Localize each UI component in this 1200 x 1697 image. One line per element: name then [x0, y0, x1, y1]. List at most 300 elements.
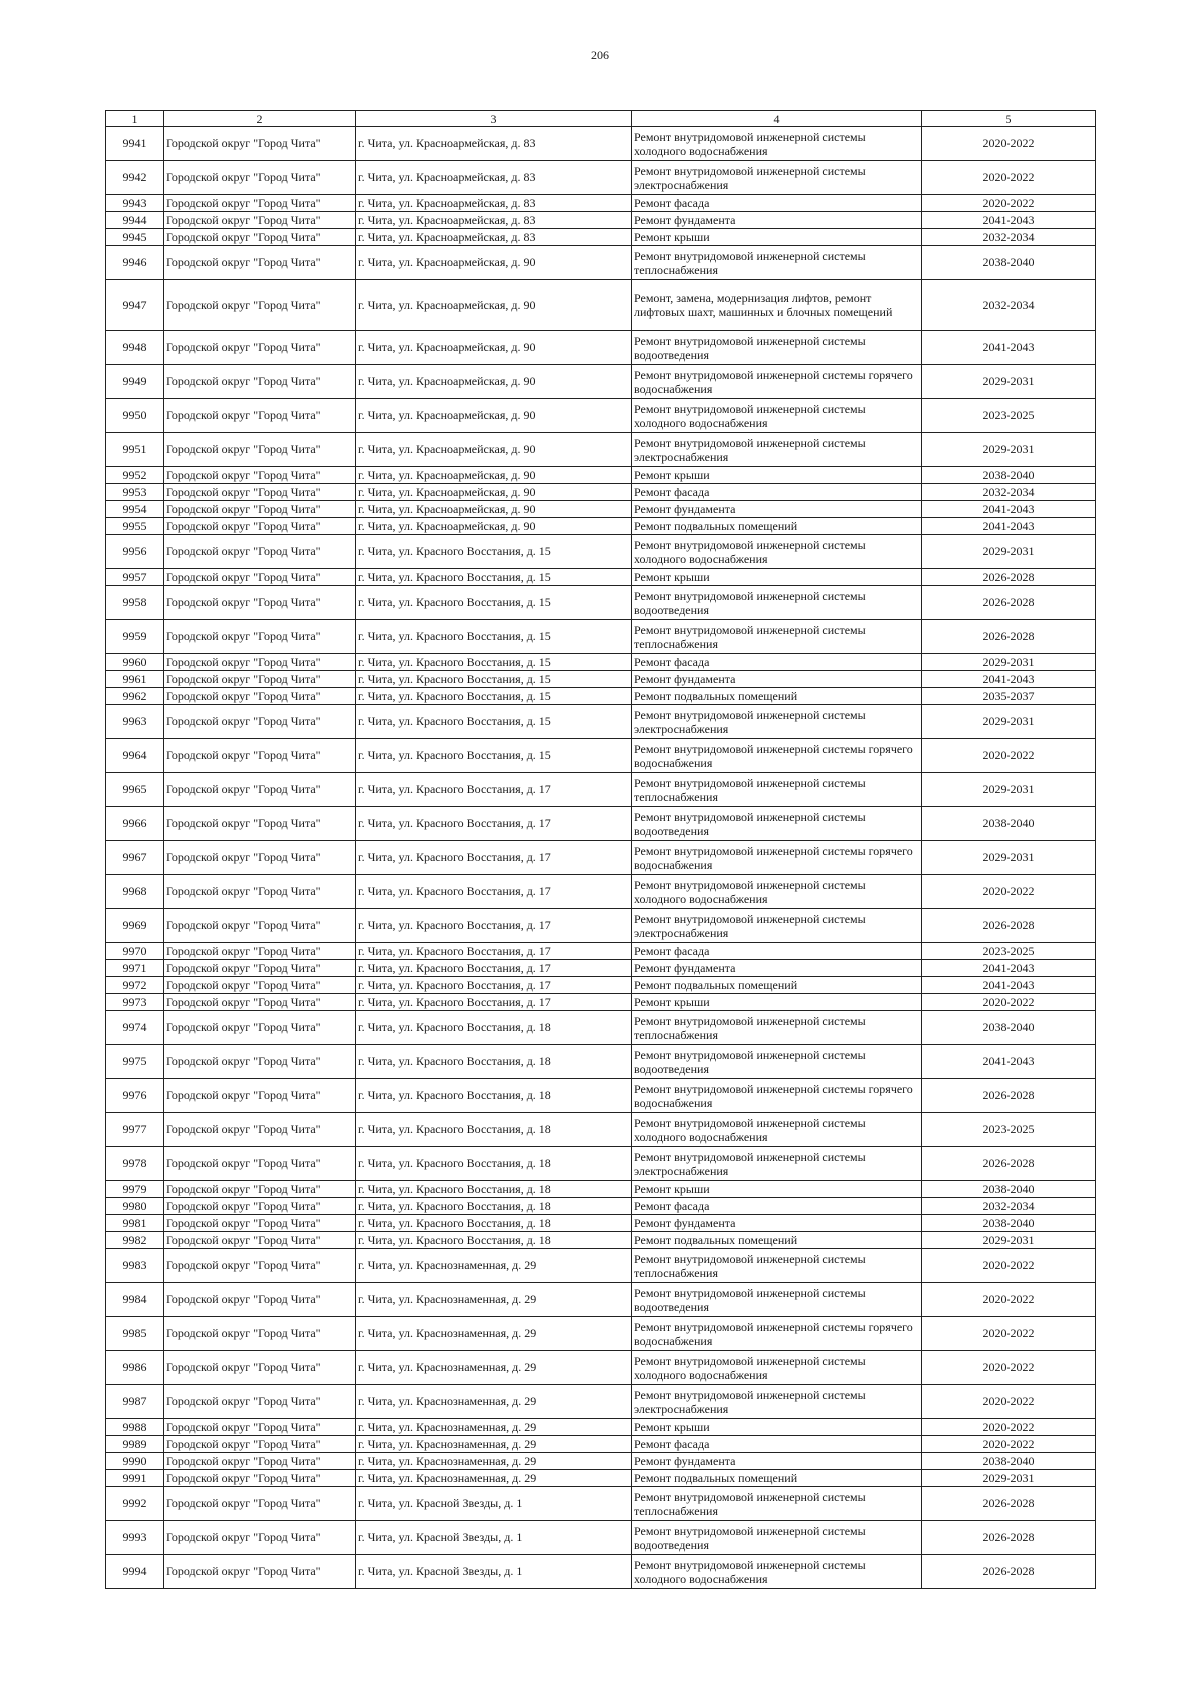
- row-number-cell: 9981: [106, 1215, 164, 1232]
- table-row: [106, 195, 1096, 212]
- row-number-cell: 9978: [106, 1147, 164, 1181]
- table-row: [106, 1011, 1096, 1045]
- municipality-cell: Городской округ "Город Чита": [164, 331, 356, 365]
- municipality-cell: Городской округ "Город Чита": [164, 127, 356, 161]
- table-row: [106, 671, 1096, 688]
- period-cell: 2038-2040: [922, 1011, 1096, 1045]
- period-cell: 2020-2022: [922, 1317, 1096, 1351]
- address-cell: г. Чита, ул. Красного Восстания, д. 15: [356, 688, 632, 705]
- table-row: [106, 280, 1096, 331]
- municipality-cell: Городской округ "Город Чита": [164, 909, 356, 943]
- municipality-cell: Городской округ "Город Чита": [164, 1470, 356, 1487]
- table-row: [106, 1351, 1096, 1385]
- row-number-cell: 9957: [106, 569, 164, 586]
- address-cell: г. Чита, ул. Красноармейская, д. 90: [356, 518, 632, 535]
- address-cell: г. Чита, ул. Краснознаменная, д. 29: [356, 1453, 632, 1470]
- municipality-cell: Городской округ "Город Чита": [164, 1079, 356, 1113]
- period-cell: 2029-2031: [922, 433, 1096, 467]
- period-cell: 2026-2028: [922, 569, 1096, 586]
- municipality-cell: Городской округ "Город Чита": [164, 1487, 356, 1521]
- period-cell: 2038-2040: [922, 246, 1096, 280]
- municipality-cell: Городской округ "Город Чита": [164, 1283, 356, 1317]
- table-row: [106, 1198, 1096, 1215]
- address-cell: г. Чита, ул. Красноармейская, д. 83: [356, 161, 632, 195]
- period-cell: 2026-2028: [922, 1147, 1096, 1181]
- address-cell: г. Чита, ул. Красного Восстания, д. 17: [356, 807, 632, 841]
- address-cell: г. Чита, ул. Красной Звезды, д. 1: [356, 1521, 632, 1555]
- work-type-cell: Ремонт внутридомовой инженерной системы водоотведения: [632, 1283, 922, 1317]
- row-number-cell: 9987: [106, 1385, 164, 1419]
- table-row: [106, 246, 1096, 280]
- row-number-cell: 9951: [106, 433, 164, 467]
- row-number-cell: 9974: [106, 1011, 164, 1045]
- page-number: 206: [591, 48, 609, 62]
- work-type-cell: Ремонт внутридомовой инженерной системы теплоснабжения: [632, 1011, 922, 1045]
- period-cell: 2041-2043: [922, 671, 1096, 688]
- municipality-cell: Городской округ "Город Чита": [164, 365, 356, 399]
- municipality-cell: Городской округ "Город Чита": [164, 535, 356, 569]
- period-cell: 2026-2028: [922, 1555, 1096, 1589]
- address-cell: г. Чита, ул. Красноармейская, д. 83: [356, 212, 632, 229]
- work-type-cell: Ремонт крыши: [632, 1419, 922, 1436]
- row-number-cell: 9948: [106, 331, 164, 365]
- municipality-cell: Городской округ "Город Чита": [164, 1555, 356, 1589]
- table-row: [106, 1249, 1096, 1283]
- address-cell: г. Чита, ул. Красного Восстания, д. 15: [356, 569, 632, 586]
- address-cell: г. Чита, ул. Красной Звезды, д. 1: [356, 1555, 632, 1589]
- period-cell: 2032-2034: [922, 229, 1096, 246]
- row-number-cell: 9988: [106, 1419, 164, 1436]
- work-type-cell: Ремонт подвальных помещений: [632, 1232, 922, 1249]
- period-cell: 2038-2040: [922, 1453, 1096, 1470]
- work-type-cell: Ремонт внутридомовой инженерной системы электроснабжения: [632, 705, 922, 739]
- municipality-cell: Городской округ "Город Чита": [164, 161, 356, 195]
- row-number-cell: 9955: [106, 518, 164, 535]
- period-cell: 2038-2040: [922, 467, 1096, 484]
- municipality-cell: Городской округ "Город Чита": [164, 960, 356, 977]
- row-number-cell: 9958: [106, 586, 164, 620]
- row-number-cell: 9968: [106, 875, 164, 909]
- work-type-cell: Ремонт подвальных помещений: [632, 977, 922, 994]
- work-type-cell: Ремонт внутридомовой инженерной системы электроснабжения: [632, 1147, 922, 1181]
- work-type-cell: Ремонт внутридомовой инженерной системы горячего водоснабжения: [632, 365, 922, 399]
- table-row: [106, 161, 1096, 195]
- municipality-cell: Городской округ "Город Чита": [164, 501, 356, 518]
- address-cell: г. Чита, ул. Красного Восстания, д. 17: [356, 960, 632, 977]
- municipality-cell: Городской округ "Город Чита": [164, 1453, 356, 1470]
- row-number-cell: 9963: [106, 705, 164, 739]
- address-cell: г. Чита, ул. Красного Восстания, д. 18: [356, 1198, 632, 1215]
- table-row: [106, 773, 1096, 807]
- address-cell: г. Чита, ул. Красного Восстания, д. 17: [356, 977, 632, 994]
- work-type-cell: Ремонт внутридомовой инженерной системы горячего водоснабжения: [632, 1079, 922, 1113]
- municipality-cell: Городской округ "Город Чита": [164, 1249, 356, 1283]
- work-type-cell: Ремонт внутридомовой инженерной системы электроснабжения: [632, 1385, 922, 1419]
- period-cell: 2029-2031: [922, 705, 1096, 739]
- work-type-cell: Ремонт внутридомовой инженерной системы водоотведения: [632, 1045, 922, 1079]
- row-number-cell: 9984: [106, 1283, 164, 1317]
- table-row: [106, 807, 1096, 841]
- row-number-cell: 9983: [106, 1249, 164, 1283]
- row-number-cell: 9989: [106, 1436, 164, 1453]
- table-row: [106, 1385, 1096, 1419]
- period-cell: 2041-2043: [922, 212, 1096, 229]
- period-cell: 2032-2034: [922, 1198, 1096, 1215]
- row-number-cell: 9966: [106, 807, 164, 841]
- row-number-cell: 9962: [106, 688, 164, 705]
- period-cell: 2038-2040: [922, 1181, 1096, 1198]
- work-type-cell: Ремонт внутридомовой инженерной системы электроснабжения: [632, 161, 922, 195]
- period-cell: 2026-2028: [922, 620, 1096, 654]
- work-type-cell: Ремонт внутридомовой инженерной системы холодного водоснабжения: [632, 1555, 922, 1589]
- table-row: [106, 1147, 1096, 1181]
- table-row: [106, 841, 1096, 875]
- work-type-cell: Ремонт внутридомовой инженерной системы теплоснабжения: [632, 246, 922, 280]
- municipality-cell: Городской округ "Город Чита": [164, 467, 356, 484]
- address-cell: г. Чита, ул. Краснознаменная, д. 29: [356, 1470, 632, 1487]
- work-type-cell: Ремонт фасада: [632, 1198, 922, 1215]
- municipality-cell: Городской округ "Город Чита": [164, 246, 356, 280]
- period-cell: 2020-2022: [922, 1351, 1096, 1385]
- municipality-cell: Городской округ "Город Чита": [164, 195, 356, 212]
- municipality-cell: Городской округ "Город Чита": [164, 841, 356, 875]
- table-row: [106, 943, 1096, 960]
- municipality-cell: Городской округ "Город Чита": [164, 484, 356, 501]
- period-cell: 2032-2034: [922, 280, 1096, 331]
- table-row: [106, 1555, 1096, 1589]
- period-cell: 2023-2025: [922, 943, 1096, 960]
- period-cell: 2038-2040: [922, 807, 1096, 841]
- work-type-cell: Ремонт внутридомовой инженерной системы водоотведения: [632, 586, 922, 620]
- municipality-cell: Городской округ "Город Чита": [164, 1351, 356, 1385]
- period-cell: 2020-2022: [922, 739, 1096, 773]
- row-number-cell: 9959: [106, 620, 164, 654]
- municipality-cell: Городской округ "Город Чита": [164, 280, 356, 331]
- period-cell: 2026-2028: [922, 586, 1096, 620]
- municipality-cell: Городской округ "Город Чита": [164, 1147, 356, 1181]
- table-row: [106, 229, 1096, 246]
- row-number-cell: 9994: [106, 1555, 164, 1589]
- municipality-cell: Городской округ "Город Чита": [164, 1113, 356, 1147]
- municipality-cell: Городской округ "Город Чита": [164, 620, 356, 654]
- address-cell: г. Чита, ул. Красного Восстания, д. 18: [356, 1113, 632, 1147]
- municipality-cell: Городской округ "Город Чита": [164, 1232, 356, 1249]
- municipality-cell: Городской округ "Город Чита": [164, 943, 356, 960]
- table-row: [106, 501, 1096, 518]
- row-number-cell: 9976: [106, 1079, 164, 1113]
- table-row: [106, 467, 1096, 484]
- work-type-cell: Ремонт фасада: [632, 654, 922, 671]
- work-type-cell: Ремонт фасада: [632, 1436, 922, 1453]
- row-number-cell: 9980: [106, 1198, 164, 1215]
- work-type-cell: Ремонт фасада: [632, 484, 922, 501]
- address-cell: г. Чита, ул. Краснознаменная, д. 29: [356, 1351, 632, 1385]
- work-type-cell: Ремонт внутридомовой инженерной системы горячего водоснабжения: [632, 841, 922, 875]
- municipality-cell: Городской округ "Город Чита": [164, 1436, 356, 1453]
- period-cell: 2020-2022: [922, 161, 1096, 195]
- table-row: [106, 433, 1096, 467]
- table-row: [106, 1113, 1096, 1147]
- work-type-cell: Ремонт внутридомовой инженерной системы теплоснабжения: [632, 1487, 922, 1521]
- municipality-cell: Городской округ "Город Чита": [164, 229, 356, 246]
- table-row: [106, 688, 1096, 705]
- address-cell: г. Чита, ул. Красного Восстания, д. 15: [356, 586, 632, 620]
- municipality-cell: Городской округ "Город Чита": [164, 773, 356, 807]
- address-cell: г. Чита, ул. Красноармейская, д. 90: [356, 246, 632, 280]
- period-cell: 2020-2022: [922, 127, 1096, 161]
- table-row: [106, 1079, 1096, 1113]
- row-number-cell: 9990: [106, 1453, 164, 1470]
- row-number-cell: 9972: [106, 977, 164, 994]
- work-type-cell: Ремонт подвальных помещений: [632, 688, 922, 705]
- work-type-cell: Ремонт, замена, модернизация лифтов, ремонт лифтовых шахт, машинных и блочных помещений: [632, 280, 922, 331]
- address-cell: г. Чита, ул. Красноармейская, д. 90: [356, 280, 632, 331]
- address-cell: г. Чита, ул. Красного Восстания, д. 15: [356, 535, 632, 569]
- work-type-cell: Ремонт внутридомовой инженерной системы холодного водоснабжения: [632, 1113, 922, 1147]
- row-number-cell: 9954: [106, 501, 164, 518]
- work-type-cell: Ремонт внутридомовой инженерной системы холодного водоснабжения: [632, 127, 922, 161]
- row-number-cell: 9973: [106, 994, 164, 1011]
- table-row: [106, 909, 1096, 943]
- row-number-cell: 9956: [106, 535, 164, 569]
- municipality-cell: Городской округ "Город Чита": [164, 807, 356, 841]
- row-number-cell: 9947: [106, 280, 164, 331]
- period-cell: 2020-2022: [922, 994, 1096, 1011]
- period-cell: 2020-2022: [922, 1249, 1096, 1283]
- address-cell: г. Чита, ул. Красного Восстания, д. 17: [356, 875, 632, 909]
- address-cell: г. Чита, ул. Красного Восстания, д. 18: [356, 1045, 632, 1079]
- period-cell: 2029-2031: [922, 1470, 1096, 1487]
- municipality-cell: Городской округ "Город Чита": [164, 671, 356, 688]
- table-row: [106, 1317, 1096, 1351]
- address-cell: г. Чита, ул. Красного Восстания, д. 15: [356, 671, 632, 688]
- period-cell: 2026-2028: [922, 1079, 1096, 1113]
- work-type-cell: Ремонт внутридомовой инженерной системы электроснабжения: [632, 433, 922, 467]
- column-header-5: 5: [922, 111, 1096, 127]
- address-cell: г. Чита, ул. Красноармейская, д. 90: [356, 331, 632, 365]
- municipality-cell: Городской округ "Город Чита": [164, 586, 356, 620]
- municipality-cell: Городской округ "Город Чита": [164, 994, 356, 1011]
- row-number-cell: 9941: [106, 127, 164, 161]
- row-number-cell: 9985: [106, 1317, 164, 1351]
- period-cell: 2029-2031: [922, 1232, 1096, 1249]
- period-cell: 2029-2031: [922, 365, 1096, 399]
- row-number-cell: 9945: [106, 229, 164, 246]
- address-cell: г. Чита, ул. Красного Восстания, д. 18: [356, 1215, 632, 1232]
- address-cell: г. Чита, ул. Красного Восстания, д. 17: [356, 841, 632, 875]
- period-cell: 2023-2025: [922, 399, 1096, 433]
- table-row: [106, 1283, 1096, 1317]
- address-cell: г. Чита, ул. Краснознаменная, д. 29: [356, 1385, 632, 1419]
- table-row: [106, 994, 1096, 1011]
- address-cell: г. Чита, ул. Красного Восстания, д. 18: [356, 1011, 632, 1045]
- period-cell: 2029-2031: [922, 535, 1096, 569]
- table-row: [106, 654, 1096, 671]
- row-number-cell: 9952: [106, 467, 164, 484]
- work-type-cell: Ремонт внутридомовой инженерной системы теплоснабжения: [632, 773, 922, 807]
- address-cell: г. Чита, ул. Красноармейская, д. 83: [356, 229, 632, 246]
- column-header-2: 2: [164, 111, 356, 127]
- row-number-cell: 9977: [106, 1113, 164, 1147]
- period-cell: 2035-2037: [922, 688, 1096, 705]
- address-cell: г. Чита, ул. Красноармейская, д. 90: [356, 467, 632, 484]
- table-row: [106, 365, 1096, 399]
- period-cell: 2020-2022: [922, 1419, 1096, 1436]
- municipality-cell: Городской округ "Город Чита": [164, 977, 356, 994]
- municipality-cell: Городской округ "Город Чита": [164, 569, 356, 586]
- address-cell: г. Чита, ул. Красного Восстания, д. 15: [356, 739, 632, 773]
- table-row: [106, 535, 1096, 569]
- work-type-cell: Ремонт внутридомовой инженерной системы теплоснабжения: [632, 1249, 922, 1283]
- row-number-cell: 9991: [106, 1470, 164, 1487]
- address-cell: г. Чита, ул. Красного Восстания, д. 18: [356, 1181, 632, 1198]
- work-type-cell: Ремонт подвальных помещений: [632, 518, 922, 535]
- address-cell: г. Чита, ул. Красноармейская, д. 83: [356, 195, 632, 212]
- work-type-cell: Ремонт крыши: [632, 994, 922, 1011]
- table-row: [106, 620, 1096, 654]
- table-row: [106, 1181, 1096, 1198]
- municipality-cell: Городской округ "Город Чита": [164, 1215, 356, 1232]
- address-cell: г. Чита, ул. Красного Восстания, д. 17: [356, 943, 632, 960]
- row-number-cell: 9979: [106, 1181, 164, 1198]
- table-row: [106, 518, 1096, 535]
- municipality-cell: Городской округ "Город Чита": [164, 1181, 356, 1198]
- period-cell: 2020-2022: [922, 1385, 1096, 1419]
- address-cell: г. Чита, ул. Красноармейская, д. 83: [356, 127, 632, 161]
- address-cell: г. Чита, ул. Красноармейская, д. 90: [356, 365, 632, 399]
- period-cell: 2041-2043: [922, 960, 1096, 977]
- work-type-cell: Ремонт внутридомовой инженерной системы горячего водоснабжения: [632, 1317, 922, 1351]
- address-cell: г. Чита, ул. Красной Звезды, д. 1: [356, 1487, 632, 1521]
- period-cell: 2020-2022: [922, 1283, 1096, 1317]
- work-type-cell: Ремонт подвальных помещений: [632, 1470, 922, 1487]
- work-type-cell: Ремонт фундамента: [632, 671, 922, 688]
- address-cell: г. Чита, ул. Краснознаменная, д. 29: [356, 1317, 632, 1351]
- row-number-cell: 9950: [106, 399, 164, 433]
- table-row: [106, 569, 1096, 586]
- table-row: [106, 1215, 1096, 1232]
- address-cell: г. Чита, ул. Краснознаменная, д. 29: [356, 1419, 632, 1436]
- period-cell: 2020-2022: [922, 195, 1096, 212]
- municipality-cell: Городской округ "Город Чита": [164, 212, 356, 229]
- municipality-cell: Городской округ "Город Чита": [164, 688, 356, 705]
- row-number-cell: 9946: [106, 246, 164, 280]
- period-cell: 2041-2043: [922, 331, 1096, 365]
- work-type-cell: Ремонт внутридомовой инженерной системы водоотведения: [632, 331, 922, 365]
- table-row: [106, 1232, 1096, 1249]
- period-cell: 2020-2022: [922, 875, 1096, 909]
- table-row: [106, 977, 1096, 994]
- period-cell: 2029-2031: [922, 654, 1096, 671]
- municipality-cell: Городской округ "Город Чита": [164, 875, 356, 909]
- municipality-cell: Городской округ "Город Чита": [164, 705, 356, 739]
- municipality-cell: Городской округ "Город Чита": [164, 739, 356, 773]
- table-row: [106, 1419, 1096, 1436]
- row-number-cell: 9967: [106, 841, 164, 875]
- table-row: [106, 399, 1096, 433]
- row-number-cell: 9975: [106, 1045, 164, 1079]
- table-row: [106, 1436, 1096, 1453]
- work-type-cell: Ремонт внутридомовой инженерной системы холодного водоснабжения: [632, 875, 922, 909]
- address-cell: г. Чита, ул. Краснознаменная, д. 29: [356, 1249, 632, 1283]
- period-cell: 2020-2022: [922, 1436, 1096, 1453]
- work-type-cell: Ремонт внутридомовой инженерной системы водоотведения: [632, 807, 922, 841]
- repair-schedule-table: [105, 110, 1096, 1589]
- work-type-cell: Ремонт внутридомовой инженерной системы водоотведения: [632, 1521, 922, 1555]
- work-type-cell: Ремонт внутридомовой инженерной системы электроснабжения: [632, 909, 922, 943]
- address-cell: г. Чита, ул. Краснознаменная, д. 29: [356, 1283, 632, 1317]
- municipality-cell: Городской округ "Город Чита": [164, 1317, 356, 1351]
- row-number-cell: 9993: [106, 1521, 164, 1555]
- row-number-cell: 9960: [106, 654, 164, 671]
- period-cell: 2041-2043: [922, 1045, 1096, 1079]
- row-number-cell: 9942: [106, 161, 164, 195]
- work-type-cell: Ремонт фасада: [632, 195, 922, 212]
- municipality-cell: Городской округ "Город Чита": [164, 1198, 356, 1215]
- table-row: [106, 127, 1096, 161]
- column-header-3: 3: [356, 111, 632, 127]
- column-header-1: 1: [106, 111, 164, 127]
- address-cell: г. Чита, ул. Краснознаменная, д. 29: [356, 1436, 632, 1453]
- table-row: [106, 705, 1096, 739]
- row-number-cell: 9971: [106, 960, 164, 977]
- work-type-cell: Ремонт внутридомовой инженерной системы горячего водоснабжения: [632, 739, 922, 773]
- table-row: [106, 331, 1096, 365]
- municipality-cell: Городской округ "Город Чита": [164, 518, 356, 535]
- address-cell: г. Чита, ул. Красного Восстания, д. 15: [356, 654, 632, 671]
- period-cell: 2026-2028: [922, 909, 1096, 943]
- work-type-cell: Ремонт крыши: [632, 1181, 922, 1198]
- table-row: [106, 875, 1096, 909]
- address-cell: г. Чита, ул. Красного Восстания, д. 17: [356, 909, 632, 943]
- table-row: [106, 586, 1096, 620]
- period-cell: 2029-2031: [922, 773, 1096, 807]
- row-number-cell: 9964: [106, 739, 164, 773]
- row-number-cell: 9965: [106, 773, 164, 807]
- work-type-cell: Ремонт фундамента: [632, 1215, 922, 1232]
- work-type-cell: Ремонт внутридомовой инженерной системы теплоснабжения: [632, 620, 922, 654]
- work-type-cell: Ремонт внутридомовой инженерной системы холодного водоснабжения: [632, 1351, 922, 1385]
- work-type-cell: Ремонт внутридомовой инженерной системы холодного водоснабжения: [632, 399, 922, 433]
- table-row: [106, 1045, 1096, 1079]
- address-cell: г. Чита, ул. Красного Восстания, д. 17: [356, 773, 632, 807]
- table-row: [106, 1521, 1096, 1555]
- period-cell: 2026-2028: [922, 1521, 1096, 1555]
- work-type-cell: Ремонт фундамента: [632, 960, 922, 977]
- municipality-cell: Городской округ "Город Чита": [164, 1521, 356, 1555]
- work-type-cell: Ремонт фундамента: [632, 501, 922, 518]
- address-cell: г. Чита, ул. Красного Восстания, д. 15: [356, 705, 632, 739]
- period-cell: 2038-2040: [922, 1215, 1096, 1232]
- row-number-cell: 9992: [106, 1487, 164, 1521]
- municipality-cell: Городской округ "Город Чита": [164, 399, 356, 433]
- period-cell: 2026-2028: [922, 1487, 1096, 1521]
- table-row: [106, 960, 1096, 977]
- row-number-cell: 9986: [106, 1351, 164, 1385]
- work-type-cell: Ремонт крыши: [632, 229, 922, 246]
- table-row: [106, 1470, 1096, 1487]
- address-cell: г. Чита, ул. Красного Восстания, д. 15: [356, 620, 632, 654]
- row-number-cell: 9944: [106, 212, 164, 229]
- period-cell: 2023-2025: [922, 1113, 1096, 1147]
- address-cell: г. Чита, ул. Красноармейская, д. 90: [356, 433, 632, 467]
- table-row: [106, 1487, 1096, 1521]
- table-row: [106, 212, 1096, 229]
- address-cell: г. Чита, ул. Красного Восстания, д. 18: [356, 1147, 632, 1181]
- period-cell: 2041-2043: [922, 501, 1096, 518]
- row-number-cell: 9970: [106, 943, 164, 960]
- row-number-cell: 9982: [106, 1232, 164, 1249]
